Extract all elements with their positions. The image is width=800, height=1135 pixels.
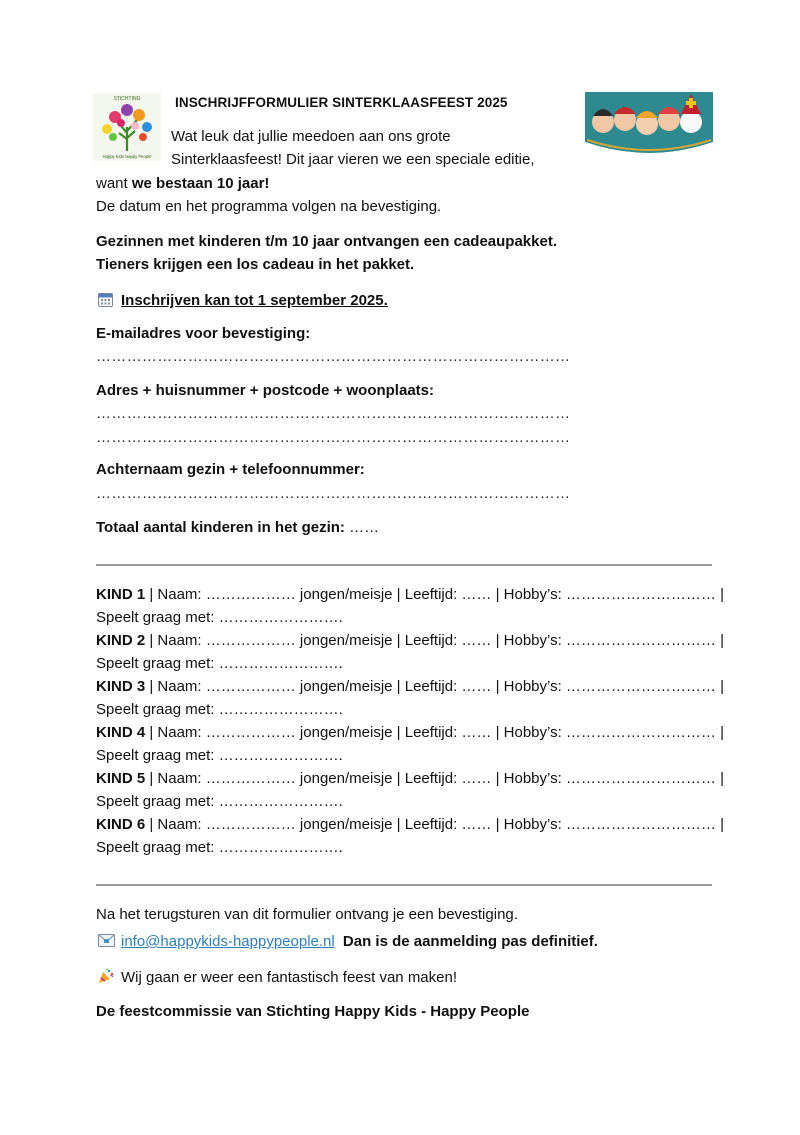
svg-text:STICHTING: STICHTING (113, 96, 141, 102)
kid-label: KIND 2 (96, 632, 146, 649)
family-label: Achternaam gezin + telefoonnummer: (96, 461, 365, 478)
children-total-row (96, 518, 379, 538)
kid-fields[interactable]: | Naam: ……………… jongen/meisje | Leeftijd: …… | Hobby’s: ………………………… | (145, 678, 724, 695)
form-title: INSCHRIJFFORMULIER SINTERKLAASFEEST 2025 (175, 95, 508, 110)
kid-row-1 (96, 585, 724, 605)
sinterklaas-illustration (585, 92, 713, 158)
email-row (98, 931, 598, 952)
intro-line-3-prefix: want (96, 175, 132, 192)
kid-label: KIND 4 (96, 724, 146, 741)
party-text: Wij gaan er weer een fantastisch feest van maken! (121, 969, 458, 986)
divider-top (96, 564, 712, 566)
party-popper-icon (98, 967, 116, 987)
deadline-text: Inschrijven kan tot 1 september 2025. (121, 292, 388, 309)
kid-fields[interactable]: | Naam: ……………… jongen/meisje | Leeftijd: …… | Hobby’s: ………………………… | (145, 632, 724, 649)
definitive-text: Dan is de aanmelding pas definitief. (342, 933, 598, 950)
email-field[interactable]: ………………………………………………………………………………… (96, 348, 571, 365)
intro-line-1: Wat leuk dat jullie meedoen aan ons grote (171, 128, 451, 145)
kid-fields[interactable]: | Naam: ……………… jongen/meisje | Leeftijd: …… | Hobby’s: ………………………… | (145, 816, 724, 833)
intro-line-3 (96, 174, 269, 194)
stichting-logo (93, 93, 161, 161)
kid-fields[interactable]: | Naam: ……………… jongen/meisje | Leeftijd: …… | Hobby’s: ………………………… | (145, 724, 724, 741)
kid-row-2 (96, 631, 724, 651)
intro-line-2: Sinterklaasfeest! Dit jaar vieren we een speciale editie, (171, 151, 535, 168)
kid-row-6-play[interactable]: Speelt graag met: ……………………. (96, 839, 343, 856)
email-label: E-mailadres voor bevestiging: (96, 325, 311, 342)
children-total-label: Totaal aantal kinderen in het gezin: (96, 519, 345, 536)
divider-bottom (96, 884, 712, 886)
kid-row-4-play[interactable]: Speelt graag met: ……………………. (96, 747, 343, 764)
kid-row-5-play[interactable]: Speelt graag met: ……………………. (96, 793, 343, 810)
kid-row-6 (96, 815, 724, 835)
kid-label: KIND 6 (96, 816, 146, 833)
kid-row-2-play[interactable]: Speelt graag met: ……………………. (96, 655, 343, 672)
gift-line-1: Gezinnen met kinderen t/m 10 jaar ontvangen een cadeaupakket. (96, 233, 557, 250)
address-label: Adres + huisnummer + postcode + woonplaats: (96, 382, 434, 399)
deadline-row (98, 290, 388, 311)
kid-row-3 (96, 677, 724, 697)
address-field-line-1[interactable]: ………………………………………………………………………………… (96, 405, 571, 422)
signature: De feestcommissie van Stichting Happy Kids - Happy People (96, 1003, 530, 1020)
calendar-icon (98, 290, 116, 310)
party-row (98, 967, 457, 988)
family-field[interactable]: ………………………………………………………………………………… (96, 485, 571, 502)
kid-row-5 (96, 769, 724, 789)
kid-row-1-play[interactable]: Speelt graag met: ……………………. (96, 609, 343, 626)
kid-row-4 (96, 723, 724, 743)
contact-email-link[interactable]: info@happykids-happypeople.nl (121, 933, 335, 950)
envelope-icon (98, 931, 116, 951)
kid-fields[interactable]: | Naam: ……………… jongen/meisje | Leeftijd: …… | Hobby’s: ………………………… | (145, 770, 724, 787)
children-total-field[interactable]: …… (349, 519, 380, 536)
kid-label: KIND 1 (96, 586, 146, 603)
address-field-line-2[interactable]: ………………………………………………………………………………… (96, 429, 571, 446)
kid-fields[interactable]: | Naam: ……………… jongen/meisje | Leeftijd: …… | Hobby’s: ………………………… | (145, 586, 724, 603)
anniversary-text: we bestaan 10 jaar! (131, 175, 270, 192)
svg-text:Happy Kids Happy People: Happy Kids Happy People (102, 154, 152, 159)
intro-line-4: De datum en het programma volgen na bevestiging. (96, 198, 442, 215)
gift-line-2: Tieners krijgen een los cadeau in het pakket. (96, 256, 415, 273)
kid-row-3-play[interactable]: Speelt graag met: ……………………. (96, 701, 343, 718)
confirmation-text: Na het terugsturen van dit formulier ontvang je een bevestiging. (96, 906, 518, 923)
kid-label: KIND 5 (96, 770, 146, 787)
kid-label: KIND 3 (96, 678, 146, 695)
